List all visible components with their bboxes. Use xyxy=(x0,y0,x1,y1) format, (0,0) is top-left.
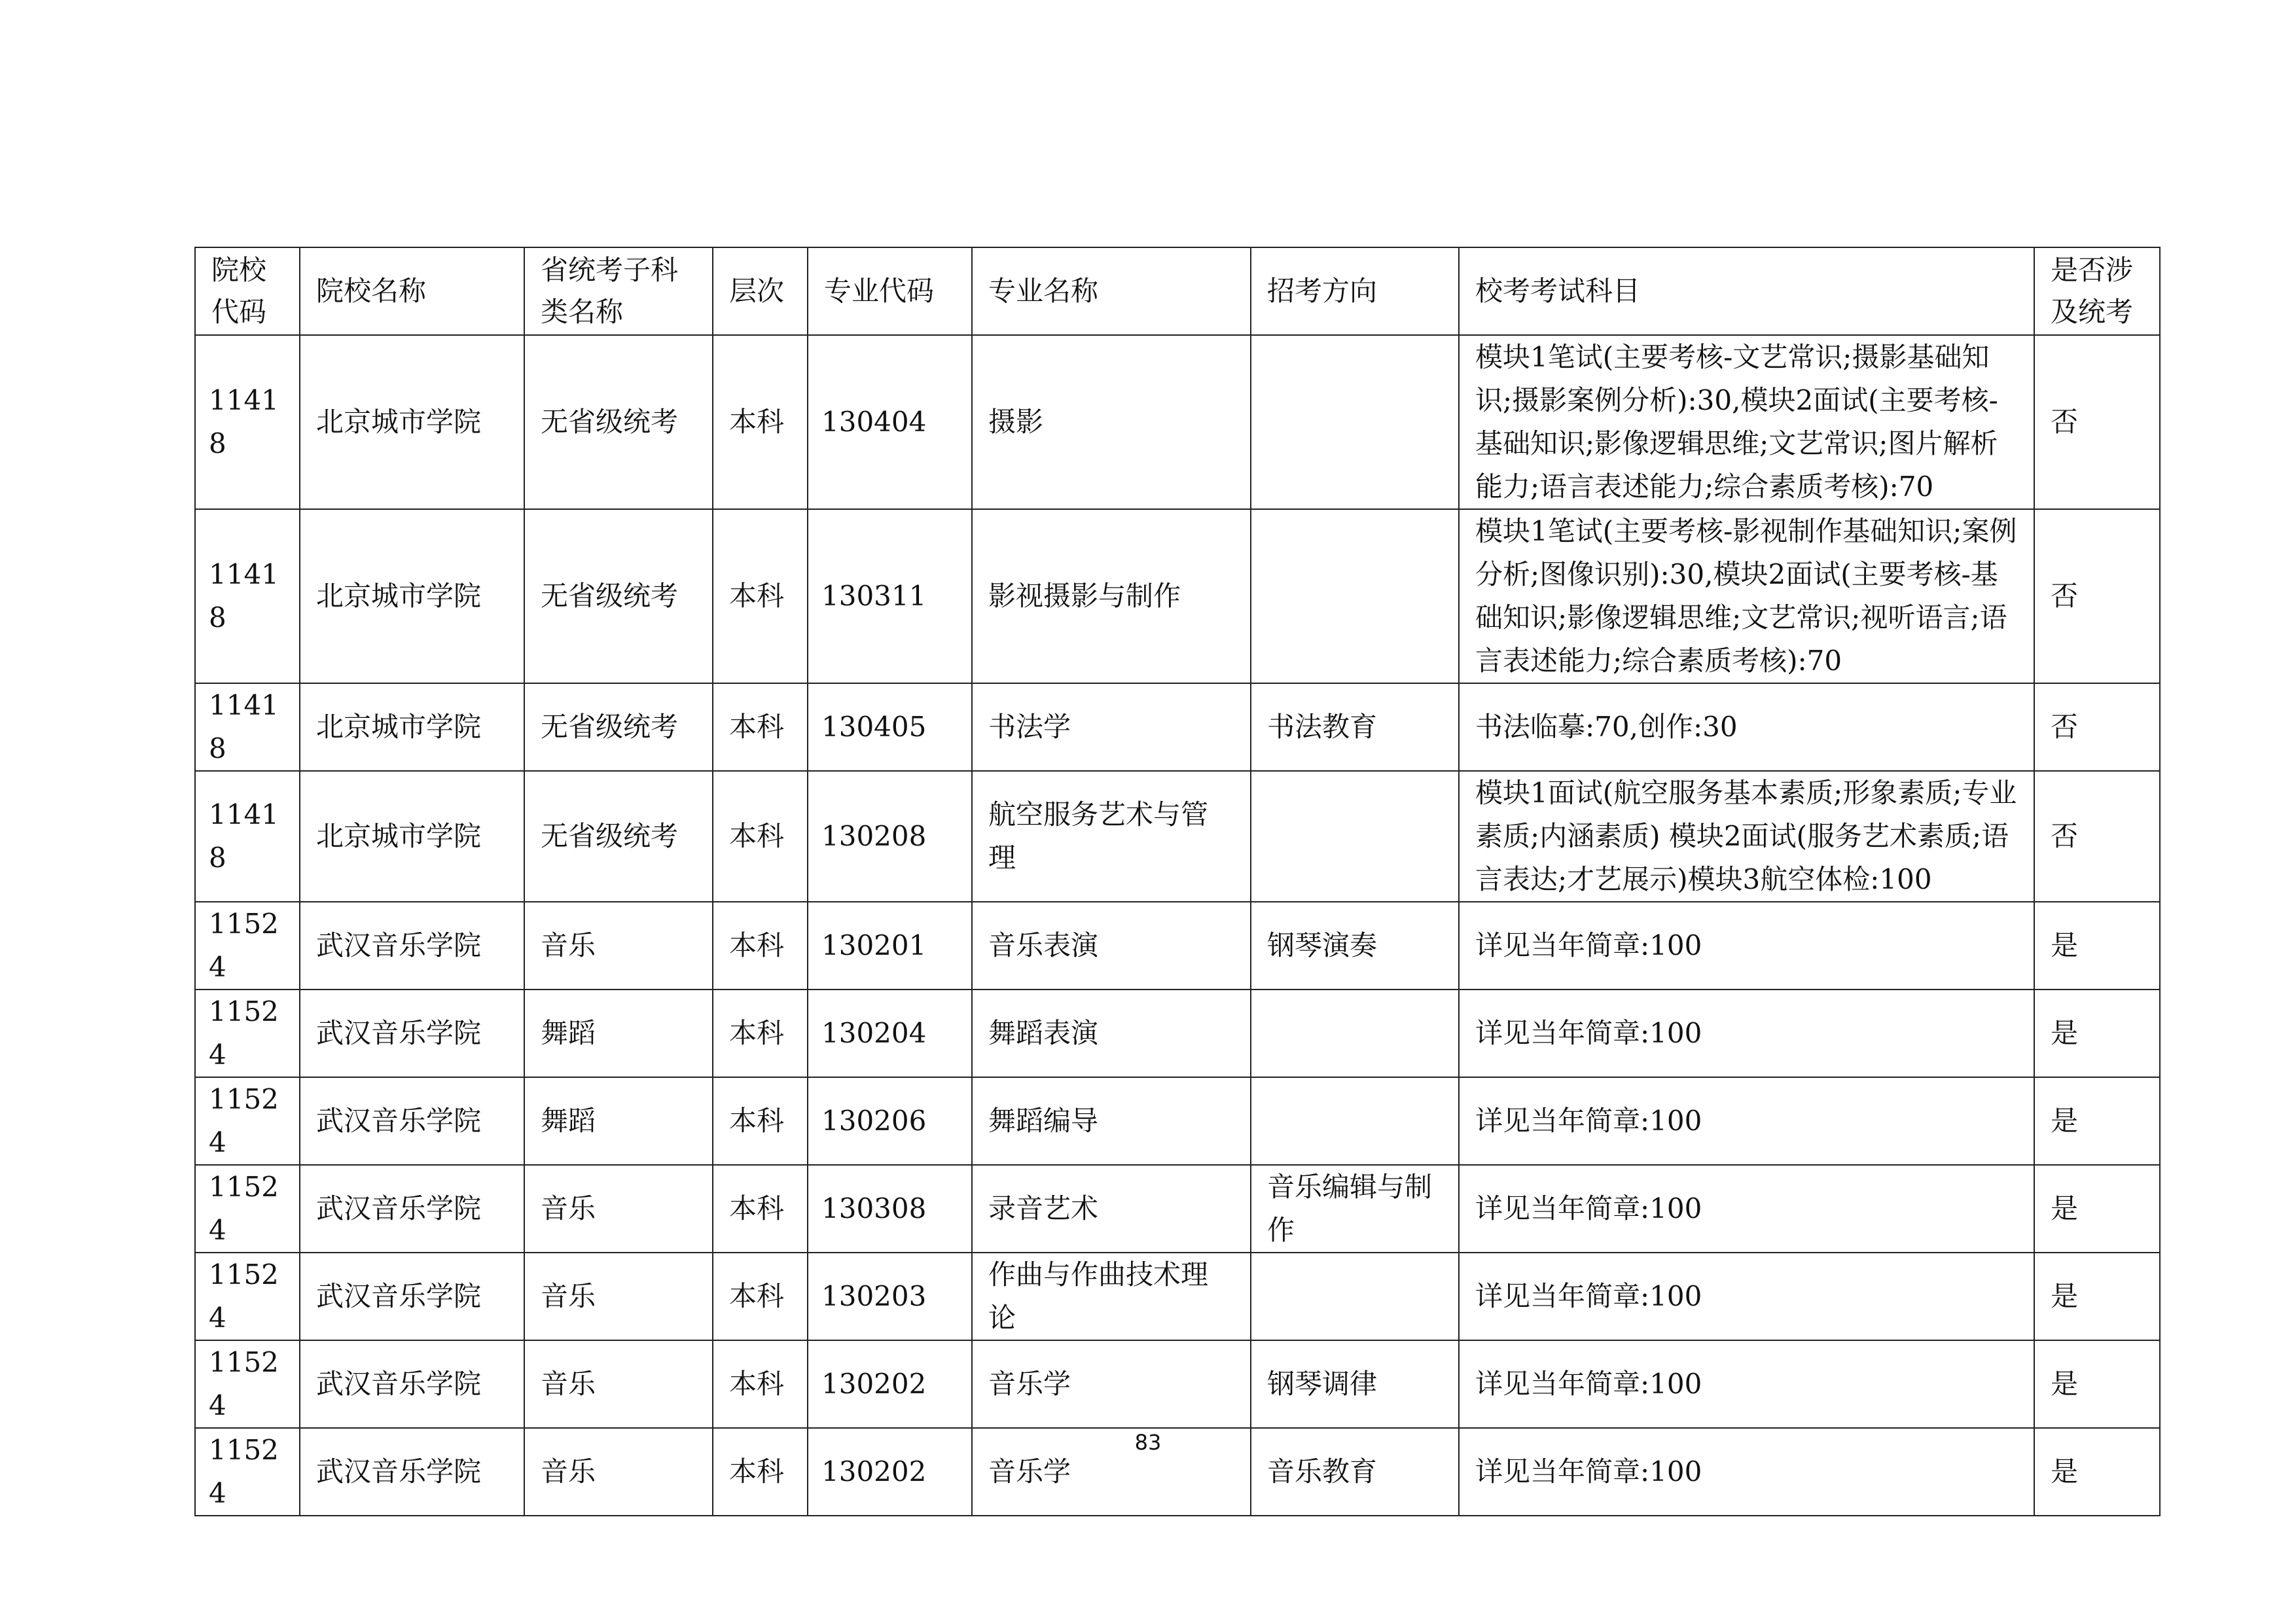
cell-school-code: 11524 xyxy=(195,1077,300,1165)
cell-exam-subcategory: 舞蹈 xyxy=(524,1077,713,1165)
cell-level: 本科 xyxy=(713,1340,808,1428)
cell-exam-subjects: 书法临摹:70,创作:30 xyxy=(1459,683,2034,771)
cell-unified-exam: 是 xyxy=(2034,990,2160,1077)
cell-major-name: 舞蹈编导 xyxy=(972,1077,1251,1165)
cell-major-name: 录音艺术 xyxy=(972,1165,1251,1253)
cell-school-name: 武汉音乐学院 xyxy=(300,1253,524,1340)
cell-direction xyxy=(1251,509,1459,683)
cell-direction xyxy=(1251,1077,1459,1165)
cell-major-code: 130404 xyxy=(808,335,972,509)
cell-school-name: 武汉音乐学院 xyxy=(300,1077,524,1165)
table-row xyxy=(195,509,2160,683)
cell-direction: 书法教育 xyxy=(1251,683,1459,771)
cell-major-code: 130206 xyxy=(808,1077,972,1165)
cell-major-name: 摄影 xyxy=(972,335,1251,509)
cell-major-code: 130405 xyxy=(808,683,972,771)
cell-major-code: 130311 xyxy=(808,509,972,683)
cell-unified-exam: 否 xyxy=(2034,771,2160,902)
cell-exam-subcategory: 无省级统考 xyxy=(524,683,713,771)
cell-unified-exam: 否 xyxy=(2034,335,2160,509)
cell-level: 本科 xyxy=(713,683,808,771)
cell-unified-exam: 是 xyxy=(2034,902,2160,990)
table-row xyxy=(195,771,2160,902)
cell-exam-subjects: 详见当年简章:100 xyxy=(1459,902,2034,990)
cell-exam-subjects: 详见当年简章:100 xyxy=(1459,1340,2034,1428)
cell-major-code: 130208 xyxy=(808,771,972,902)
cell-unified-exam: 是 xyxy=(2034,1253,2160,1340)
header-unified-exam: 是否涉及统考 xyxy=(2034,247,2160,335)
cell-level: 本科 xyxy=(713,902,808,990)
cell-school-code: 11418 xyxy=(195,335,300,509)
cell-major-name: 影视摄影与制作 xyxy=(972,509,1251,683)
cell-direction: 音乐编辑与制作 xyxy=(1251,1165,1459,1253)
cell-exam-subjects: 详见当年简章:100 xyxy=(1459,1165,2034,1253)
cell-exam-subjects: 详见当年简章:100 xyxy=(1459,990,2034,1077)
cell-unified-exam: 是 xyxy=(2034,1077,2160,1165)
table-row xyxy=(195,1165,2160,1253)
cell-major-code: 130308 xyxy=(808,1165,972,1253)
cell-school-name: 武汉音乐学院 xyxy=(300,902,524,990)
cell-level: 本科 xyxy=(713,335,808,509)
table-row xyxy=(195,902,2160,990)
cell-school-code: 11524 xyxy=(195,902,300,990)
cell-school-code: 11524 xyxy=(195,1340,300,1428)
cell-school-code: 11418 xyxy=(195,509,300,683)
admissions-table xyxy=(194,247,2161,1516)
cell-level: 本科 xyxy=(713,1077,808,1165)
page-number: 83 xyxy=(1134,1430,1162,1455)
cell-direction xyxy=(1251,335,1459,509)
cell-level: 本科 xyxy=(713,990,808,1077)
cell-exam-subjects: 模块1笔试(主要考核-文艺常识;摄影基础知识;摄影案例分析):30,模块2面试(主要考核-基础知识;影像逻辑思维;文艺常识;图片解析能力;语言表述能力;综合素质考核):70 xyxy=(1459,335,2034,509)
header-school-code: 院校代码 xyxy=(195,247,300,335)
cell-unified-exam: 否 xyxy=(2034,509,2160,683)
cell-exam-subcategory: 无省级统考 xyxy=(524,335,713,509)
cell-school-name: 武汉音乐学院 xyxy=(300,990,524,1077)
header-exam-subcategory: 省统考子科类名称 xyxy=(524,247,713,335)
header-major-name: 专业名称 xyxy=(972,247,1251,335)
cell-exam-subcategory: 无省级统考 xyxy=(524,771,713,902)
cell-exam-subcategory: 音乐 xyxy=(524,902,713,990)
cell-school-name: 武汉音乐学院 xyxy=(300,1428,524,1516)
header-school-name: 院校名称 xyxy=(300,247,524,335)
cell-exam-subcategory: 音乐 xyxy=(524,1253,713,1340)
table-header-row xyxy=(195,247,2160,335)
cell-direction xyxy=(1251,771,1459,902)
cell-level: 本科 xyxy=(713,1253,808,1340)
cell-exam-subcategory: 音乐 xyxy=(524,1428,713,1516)
cell-school-name: 北京城市学院 xyxy=(300,683,524,771)
cell-exam-subcategory: 音乐 xyxy=(524,1165,713,1253)
cell-major-name: 音乐学 xyxy=(972,1428,1251,1516)
cell-school-name: 北京城市学院 xyxy=(300,771,524,902)
cell-unified-exam: 否 xyxy=(2034,683,2160,771)
cell-school-code: 11418 xyxy=(195,771,300,902)
cell-major-name: 音乐表演 xyxy=(972,902,1251,990)
cell-major-name: 航空服务艺术与管理 xyxy=(972,771,1251,902)
cell-unified-exam: 是 xyxy=(2034,1340,2160,1428)
cell-exam-subcategory: 无省级统考 xyxy=(524,509,713,683)
table-row xyxy=(195,683,2160,771)
cell-major-name: 音乐学 xyxy=(972,1340,1251,1428)
cell-major-code: 130203 xyxy=(808,1253,972,1340)
cell-major-code: 130202 xyxy=(808,1428,972,1516)
cell-exam-subjects: 详见当年简章:100 xyxy=(1459,1253,2034,1340)
cell-school-code: 11524 xyxy=(195,990,300,1077)
table-row xyxy=(195,1077,2160,1165)
table-row xyxy=(195,1340,2160,1428)
cell-level: 本科 xyxy=(713,509,808,683)
header-major-code: 专业代码 xyxy=(808,247,972,335)
header-direction: 招考方向 xyxy=(1251,247,1459,335)
cell-level: 本科 xyxy=(713,1428,808,1516)
cell-exam-subcategory: 舞蹈 xyxy=(524,990,713,1077)
cell-unified-exam: 是 xyxy=(2034,1165,2160,1253)
cell-school-name: 武汉音乐学院 xyxy=(300,1165,524,1253)
cell-exam-subjects: 模块1面试(航空服务基本素质;形象素质;专业素质;内涵素质) 模块2面试(服务艺术素质;语言表达;才艺展示)模块3航空体检:100 xyxy=(1459,771,2034,902)
table-row xyxy=(195,335,2160,509)
cell-school-code: 11524 xyxy=(195,1165,300,1253)
cell-school-code: 11418 xyxy=(195,683,300,771)
header-exam-subjects: 校考考试科目 xyxy=(1459,247,2034,335)
cell-major-name: 作曲与作曲技术理论 xyxy=(972,1253,1251,1340)
cell-school-code: 11524 xyxy=(195,1428,300,1516)
cell-unified-exam: 是 xyxy=(2034,1428,2160,1516)
cell-exam-subjects: 详见当年简章:100 xyxy=(1459,1077,2034,1165)
cell-school-code: 11524 xyxy=(195,1253,300,1340)
cell-direction xyxy=(1251,990,1459,1077)
cell-level: 本科 xyxy=(713,771,808,902)
table-body xyxy=(195,335,2160,1516)
cell-major-name: 书法学 xyxy=(972,683,1251,771)
table-row xyxy=(195,990,2160,1077)
cell-direction: 钢琴调律 xyxy=(1251,1340,1459,1428)
cell-direction: 钢琴演奏 xyxy=(1251,902,1459,990)
cell-school-name: 北京城市学院 xyxy=(300,509,524,683)
cell-major-code: 130201 xyxy=(808,902,972,990)
cell-exam-subjects: 详见当年简章:100 xyxy=(1459,1428,2034,1516)
header-level: 层次 xyxy=(713,247,808,335)
cell-direction xyxy=(1251,1253,1459,1340)
cell-school-name: 武汉音乐学院 xyxy=(300,1340,524,1428)
cell-major-code: 130202 xyxy=(808,1340,972,1428)
cell-school-name: 北京城市学院 xyxy=(300,335,524,509)
cell-level: 本科 xyxy=(713,1165,808,1253)
cell-exam-subjects: 模块1笔试(主要考核-影视制作基础知识;案例分析;图像识别):30,模块2面试(主要考核-基础知识;影像逻辑思维;文艺常识;视听语言;语言表述能力;综合素质考核):70 xyxy=(1459,509,2034,683)
table-row xyxy=(195,1253,2160,1340)
cell-major-name: 舞蹈表演 xyxy=(972,990,1251,1077)
cell-exam-subcategory: 音乐 xyxy=(524,1340,713,1428)
cell-major-code: 130204 xyxy=(808,990,972,1077)
cell-direction: 音乐教育 xyxy=(1251,1428,1459,1516)
